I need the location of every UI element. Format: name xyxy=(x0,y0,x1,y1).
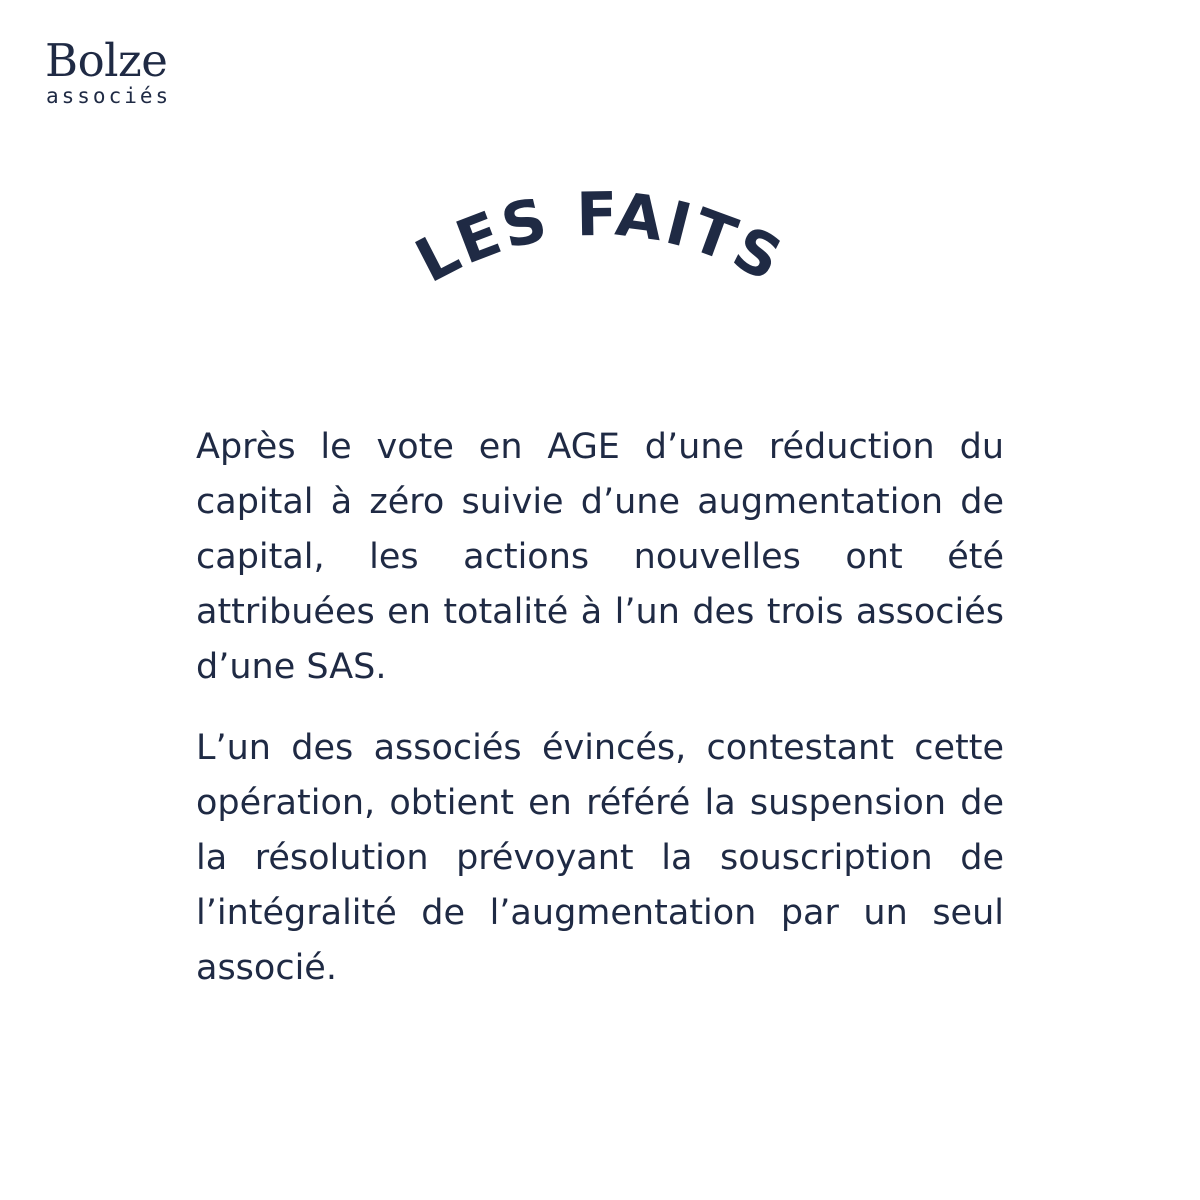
title-textpath: LES FAITS xyxy=(404,179,795,297)
section-title xyxy=(400,170,800,310)
brand-logo xyxy=(45,36,205,112)
paragraph-1: Après le vote en AGE d’une réduction du capital à zéro suivie d’une augmentation de capital, les actions nouvelles ont été attribuées en totalité à l’un des trois associés d’une SAS. xyxy=(196,427,1004,687)
curved-title-svg xyxy=(400,170,800,310)
body-text xyxy=(196,420,1004,1022)
title-text xyxy=(405,180,795,297)
logo-name: Bolze xyxy=(45,34,168,87)
logo-subtitle: associés xyxy=(46,84,172,108)
paragraph-2: L’un des associés évincés, contestant cette opération, obtient en référé la suspension de la résolution prévoyant la souscription de l’intégralité de l’augmentation par un seul associé. xyxy=(196,728,1004,988)
